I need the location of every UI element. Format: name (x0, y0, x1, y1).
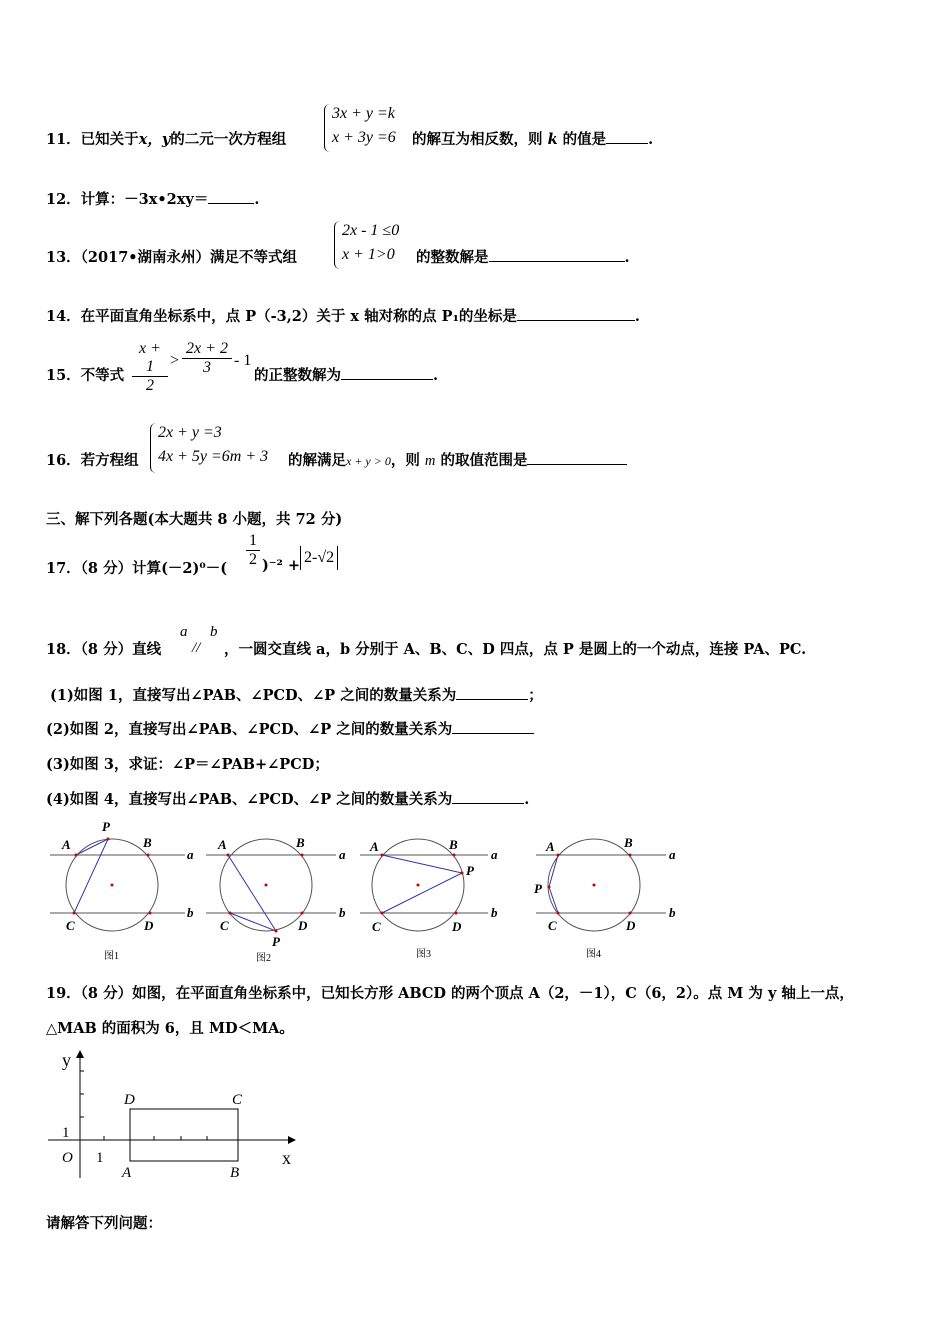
point-A-label: A (122, 1165, 132, 1181)
fig2-label-B: B (296, 835, 305, 850)
fig4-label-B: B (624, 835, 633, 850)
q13-dot: . (624, 249, 630, 266)
q15-tail (254, 364, 438, 385)
q11-end: 的值是 (562, 131, 607, 148)
q15-suffix: 的正整数解为 (254, 367, 341, 384)
q18-b: b (210, 624, 218, 640)
q16-suffix: 的取值范围是 (440, 452, 528, 469)
q13-tail (416, 246, 630, 267)
q11-answer-blank[interactable] (606, 143, 648, 144)
q11-tail (412, 128, 653, 149)
section-3-heading: 三、解下列各题(本大题共 8 小题，共 72 分) (46, 511, 343, 528)
answer-prompt: 请解答下列问题： (46, 1215, 162, 1232)
q18-figures (40, 815, 700, 965)
fig2-caption: 图2 (256, 953, 271, 964)
q18-p4-text: (4)如图 4，直接写出∠PAB、∠PCD、∠P 之间的数量关系为 (46, 791, 453, 808)
q11-eq2: x + 3y =6 (332, 129, 396, 146)
q16-answer-blank[interactable] (527, 464, 627, 465)
q16-brace (150, 423, 157, 473)
q16-condition: x + y > 0 (346, 454, 391, 468)
fig3-label-C: C (372, 919, 381, 934)
q18-part-2 (46, 718, 534, 739)
q15-den2: 3 (203, 359, 211, 376)
question-16 (46, 449, 139, 470)
q16-then: ，则 (390, 452, 420, 469)
q18-part-3: (3)如图 3，求证：∠P＝∠PAB+∠PCD； (46, 756, 329, 773)
q15-fraction-1 (132, 340, 168, 395)
fig4-label-A: A (546, 839, 555, 854)
question-17 (46, 557, 227, 578)
rectangle-ABCD (130, 1109, 238, 1161)
question-15 (46, 364, 124, 385)
question-18 (46, 638, 161, 659)
x-axis-label: x (282, 1148, 291, 1168)
q18-prefix: 18．（8 分）直线 (46, 641, 162, 658)
fig1-label-B: B (143, 835, 152, 850)
fig4-label-a: a (669, 847, 676, 862)
q17-num: 1 (246, 532, 260, 551)
fig2-label-C: C (220, 918, 229, 933)
question-12 (46, 188, 259, 209)
point-C-label: C (232, 1092, 243, 1108)
fig1-label-P: P (102, 819, 110, 834)
q11-mid: 的二元一次方程组 (170, 131, 287, 148)
q17-absolute-value: 2-√2 (300, 546, 338, 570)
q18-p2-text: (2)如图 2，直接写出∠PAB、∠PCD、∠P 之间的数量关系为 (46, 721, 453, 738)
fig4-caption: 图4 (586, 949, 601, 960)
q15-num1: x + 1 (132, 340, 168, 377)
q12-dot: . (254, 191, 260, 208)
q15-gt: > (170, 352, 180, 369)
q16-eq2: 4x + 5y =6m + 3 (158, 448, 269, 465)
q11-suffix: 的解互为相反数，则 (412, 131, 543, 148)
q13-eq1: 2x - 1 ≤0 (342, 222, 400, 239)
q18-rest: ，一圆交直线 a，b 分别于 A、B、C、D 四点，点 P 是圆上的一个动点，连接 PA、PC. (224, 641, 807, 658)
fig2-label-P: P (272, 934, 280, 949)
q14-answer-blank[interactable] (517, 320, 635, 321)
fig1-caption: 图1 (104, 951, 119, 962)
q18-p2-blank[interactable] (452, 733, 534, 734)
figure-4 (534, 835, 676, 960)
fig4-label-C: C (548, 918, 557, 933)
question-14 (46, 305, 640, 326)
fig2-label-A: A (218, 837, 227, 852)
q11-eq1: 3x + y =k (332, 105, 395, 122)
figure-1 (50, 819, 194, 962)
q15-fraction-2 (182, 340, 232, 377)
q18-parallel: // (192, 640, 201, 656)
q13-answer-blank[interactable] (489, 261, 625, 262)
figure-3 (360, 837, 498, 960)
fig1-label-C: C (66, 918, 75, 933)
q13-eq2: x + 1>0 (342, 246, 395, 263)
q16-m: m (424, 453, 436, 469)
q17-exp-text: )⁻² + (262, 557, 301, 574)
fig3-label-P: P (466, 863, 474, 878)
q13-suffix: 的整数解是 (416, 249, 489, 266)
question-11 (46, 128, 286, 149)
q12-answer-blank[interactable] (208, 203, 254, 204)
fig1-label-D: D (144, 918, 154, 933)
q15-answer-blank[interactable] (341, 379, 433, 380)
fig2-label-b: b (339, 905, 346, 920)
q15-prefix: 15．不等式 (46, 367, 125, 384)
question-13 (46, 246, 297, 267)
q15-num2: 2x + 2 (182, 340, 232, 359)
fig3-label-a: a (491, 847, 498, 862)
q18-part-1 (50, 684, 543, 705)
fig2-label-a: a (339, 847, 346, 862)
q11-system (332, 102, 396, 150)
q15-den1: 2 (146, 377, 154, 394)
fig3-label-b: b (491, 905, 498, 920)
fig3-caption: 图3 (416, 949, 431, 960)
fig1-label-A: A (62, 837, 71, 852)
fig1-label-a: a (187, 847, 194, 862)
q16-mid: 的解满足 (288, 452, 346, 469)
q13-brace (334, 221, 341, 269)
q19-line-1: 19．（8 分）如图，在平面直角坐标系中，已知长方形 ABCD 的两个顶点 A（2，－1），C（6，2）。点 M 为 y 轴上一点， (46, 985, 854, 1002)
q13-system (342, 219, 399, 267)
q18-p1-text: (1)如图 1，直接写出∠PAB、∠PCD、∠P 之间的数量关系为 (50, 687, 457, 704)
q18-p1-blank[interactable] (456, 699, 528, 700)
q16-prefix: 16．若方程组 (46, 452, 139, 469)
q16-tail (288, 449, 627, 470)
q18-p4-end: . (524, 791, 530, 808)
x-one-label: 1 (96, 1150, 104, 1166)
q19-line-2: △MAB 的面积为 6，且 MD＜MA。 (46, 1020, 294, 1037)
q11-dot: . (648, 131, 654, 148)
q17-den: 2 (249, 551, 257, 568)
fig1-label-b: b (187, 905, 194, 920)
figure-2 (206, 835, 346, 964)
y-axis-label: y (62, 1050, 71, 1070)
q18-a: a (180, 624, 188, 640)
q19-coordinate-figure (44, 1046, 304, 1186)
q11-prefix: 11．已知关于 (46, 131, 139, 148)
q11-vars: x，y (138, 131, 171, 148)
q16-eq1: 2x + y =3 (158, 424, 222, 441)
q11-k: k (547, 131, 558, 148)
origin-label: O (62, 1150, 73, 1166)
q14-dot: . (634, 308, 640, 325)
q17-fraction (246, 532, 260, 569)
fig4-label-D: D (626, 918, 636, 933)
fig3-label-B: B (449, 837, 458, 852)
y-one-label: 1 (62, 1125, 70, 1141)
fig3-label-A: A (370, 839, 379, 854)
fig3-label-D: D (452, 919, 462, 934)
q18-part-4 (46, 788, 529, 809)
q15-minus1: - 1 (234, 352, 252, 369)
q18-p1-end: ； (528, 687, 543, 704)
q12-text: 12．计算：－3x•2xy＝ (46, 191, 209, 208)
point-B-label: B (230, 1165, 240, 1181)
q15-dot: . (433, 367, 439, 384)
q13-prefix: 13．（2017•湖南永州）满足不等式组 (46, 249, 298, 266)
q18-p4-blank[interactable] (452, 803, 524, 804)
point-D-label: D (124, 1092, 135, 1108)
fig4-label-b: b (669, 905, 676, 920)
q17-exp (262, 557, 300, 574)
fig4-label-P: P (534, 881, 542, 896)
q17-prefix: 17．（8 分）计算(－2)⁰－( (46, 560, 228, 577)
q11-brace (324, 104, 331, 152)
fig2-label-D: D (298, 918, 308, 933)
q16-system (158, 421, 268, 469)
q14-text: 14．在平面直角坐标系中，点 P（-3,2）关于 x 轴对称的点 P₁的坐标是 (46, 308, 517, 325)
